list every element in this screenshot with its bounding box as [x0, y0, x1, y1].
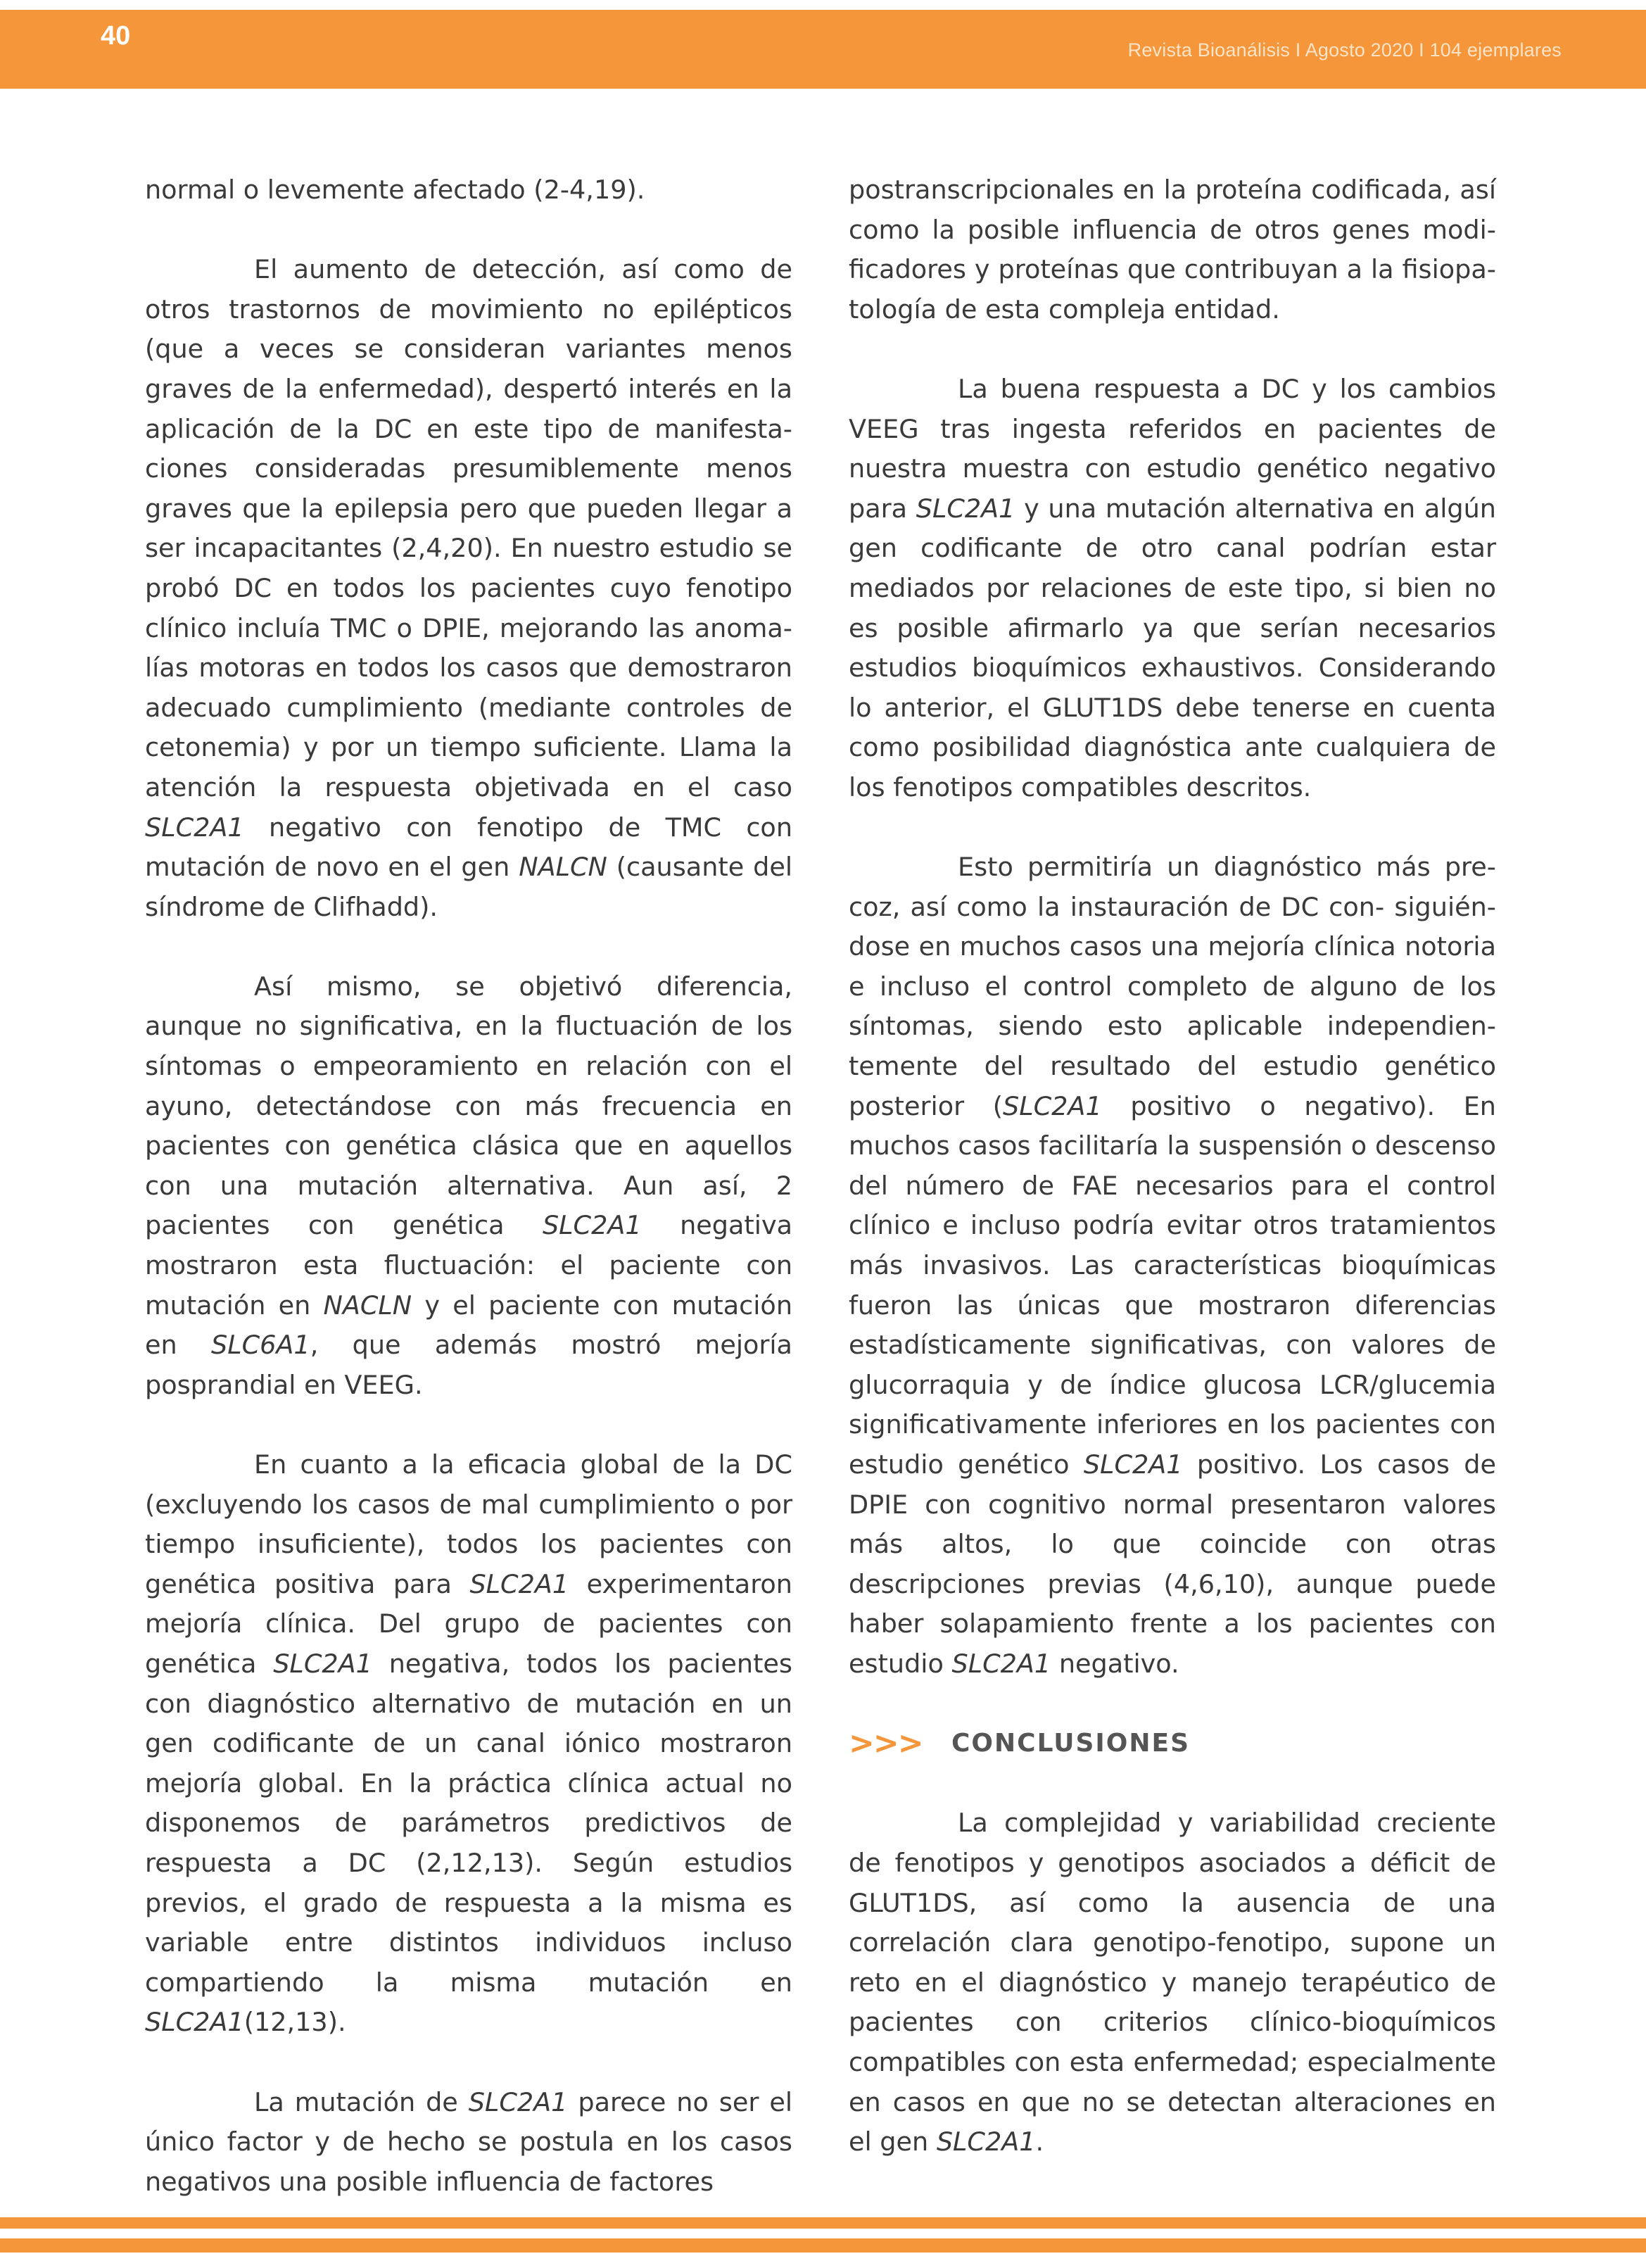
left-column	[145, 170, 792, 2242]
gene-name: SLC2A1	[936, 2127, 1036, 2157]
gene-name: SLC2A1	[542, 1210, 642, 1241]
paragraph: La mutación de SLC2A1 parece no ser el único factor y de hecho se postula en los casos negativos una posible influencia de factores	[145, 2086, 793, 2197]
paragraph: La complejidad y variabilidad creciente de fenotipos y genotipos asociados a déficit de GLUT1DS, así como la ausencia de una correlación clara genotipo-fenotipo, supone un reto en el diagnóstico y manejo terapéutico de pacientes con criterios clínico-bioquímicos compatibles con esta enfermedad; especialmente en casos en que no se detectan alteraciones en el gen SLC2A1.	[849, 1808, 1496, 2157]
gene-name: SLC2A1	[916, 493, 1015, 524]
gene-name: SLC2A1	[469, 1568, 569, 1599]
running-head: Revista Bioanálisis I Agosto 2020 I 104 ejemplares	[1127, 39, 1562, 61]
chevrons-icon: >>>	[849, 1725, 923, 1762]
paragraph: En cuanto a la eficacia global de la DC (excluyendo los casos de mal cumplimiento o por tiempo insuficiente), todos los pacientes con genética positiva para SLC2A1 experimentaron mejoría clínica. Del grupo de pacientes con genética SLC2A1 negativa, todos los pacientes con diagnóstico alternativo de mutación en un gen codificante de un canal iónico mostraron mejoría global. En la práctica clínica actual no disponemos de parámetros predictivos de respuesta a DC (2,12,13). Según estudios previos, el grado de respuesta a la misma es variable entre distintos individuos incluso compartiendo la misma mutación en SLC2A1(12,13).	[145, 1449, 792, 2038]
page-number: 40	[101, 21, 131, 51]
gene-name: NACLN	[323, 1290, 412, 1321]
gene-name: SLC2A1	[145, 2007, 244, 2038]
paragraph: La buena respuesta a DC y los cambios VEEG tras ingesta referidos en pacientes de nuestra muestra con estudio genético negativo para SLC2A1 y una mutación alternativa en algún gen codificante de otro canal podrían estar mediados por relaciones de este tipo, si bien no es posible afirmarlo ya que serían necesarios estudios bioquímicos exhaustivos. Considerando lo anterior, el GLUT1DS debe tenerse en cuenta como posibilidad diagnóstica ante cualquiera de los fenotipos compatibles descritos.	[849, 373, 1496, 802]
paragraph: postranscripcionales en la proteína codificada, así como la posible influencia de otros genes modificadores y proteínas que contribuyan a la fisiopatología de esta compleja entidad.	[849, 175, 1496, 325]
gene-name: SLC2A1	[468, 2086, 568, 2117]
paragraph: Así mismo, se objetivó diferencia, aunque no significativa, en la fluctuación de los síntomas o empeoramiento en relación con el ayuno, detectándose con más frecuencia en pacientes con genética clásica que en aquellos con una mutación alternativa. Aun así, 2 pacientes con genética SLC2A1 negativa mostraron esta fluctuación: el paciente con mutación en NACLN y el paciente con mutación en SLC6A1, que además mostró mejoría posprandial en VEEG.	[145, 971, 793, 1400]
gene-name: NALCN	[519, 852, 607, 883]
section-title: CONCLUSIONES	[951, 1729, 1191, 1758]
gene-name: SLC2A1	[145, 812, 244, 843]
footer-stripe-top	[0, 2217, 1646, 2229]
gene-name: SLC2A1	[273, 1648, 372, 1679]
right-column	[849, 170, 1496, 2202]
footer-stripe-bottom	[0, 2238, 1646, 2253]
gene-name: SLC2A1	[1003, 1090, 1102, 1121]
paragraph: Esto permitiría un diagnóstico más precoz, así como la instauración de DC con- siguiéndose en muchos casos una mejoría clínica notoria e incluso el control completo de alguno de los síntomas, siendo esto aplicable independientemente del resultado del estudio genético posterior (SLC2A1 positivo o negativo). En muchos casos facilitaría la suspensión o descenso del número de FAE necesarios para el control clínico e incluso podría evitar otros tratamientos más invasivos. Las características bioquímicas fueron las únicas que mostraron diferencias estadísticamente significativas, con valores de glucorraquia y de índice glucosa LCR/glucemia significativamente inferiores en los pacientes con estudio genético SLC2A1 positivo. Los casos de DPIE con cognitivo normal presentaron valores más altos, lo que coincide con otras descripciones previas (4,6,10), aunque puede haber solapamiento frente a los pacientes con estudio SLC2A1 negativo.	[849, 852, 1496, 1679]
gene-name: SLC6A1	[210, 1330, 310, 1361]
gene-name: SLC2A1	[1083, 1449, 1183, 1480]
paragraph: normal o levemente afectado (2-4,19).	[145, 175, 645, 205]
section-heading	[849, 1724, 1496, 1764]
gene-name: SLC2A1	[951, 1648, 1051, 1679]
paragraph: El aumento de detección, así como de otros trastornos de movimiento no epilépticos (que a veces se consideran variantes menos graves de la enfermedad), despertó interés en la aplicación de la DC en este tipo de manifestaciones consideradas presumiblemente menos graves que la epilepsia pero que pueden llegar a ser incapacitantes (2,4,20). En nuestro estudio se probó DC en todos los pacientes cuyo fenotipo clínico incluía TMC o DPIE, mejorando las anomalías motoras en todos los casos que demostraron adecuado cumplimiento (mediante controles de cetonemia) y por un tiempo suficiente. Llama la atención la respuesta objetivada en el caso SLC2A1 negativo con fenotipo de TMC con mutación de novo en el gen NALCN (causante del síndrome de Clifhadd).	[145, 254, 792, 922]
